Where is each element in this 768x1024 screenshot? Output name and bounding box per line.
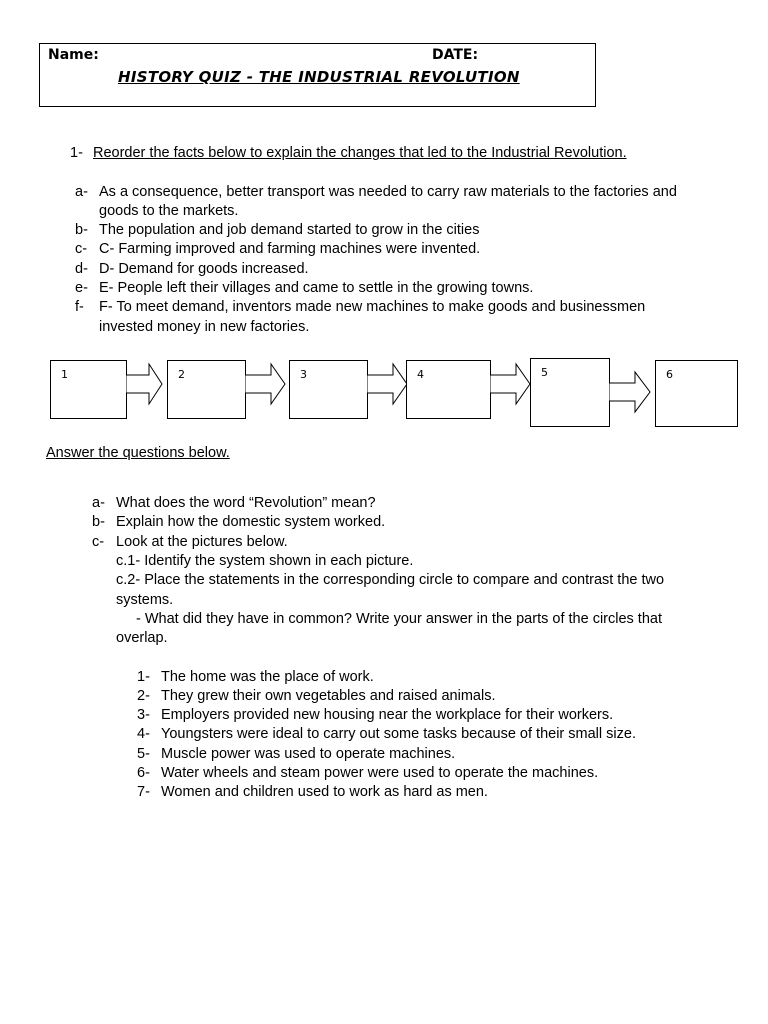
statement-6-number: 6-	[137, 765, 150, 781]
question-common-line2: overlap.	[116, 630, 168, 646]
question-c-letter: c-	[92, 534, 105, 550]
flow-box-number: 2	[178, 368, 185, 381]
question-c1-text: c.1- Identify the system shown in each picture.	[116, 553, 414, 569]
statement-6-text: Water wheels and steam power were used to operate the machines.	[161, 765, 599, 781]
fact-c-text: C- Farming improved and farming machines were invented.	[99, 241, 481, 257]
flow-arrow-icon	[490, 362, 532, 406]
statement-5-text: Muscle power was used to operate machines.	[161, 746, 456, 762]
statement-2-text: They grew their own vegetables and raised animals.	[161, 688, 496, 704]
question-b-letter: b-	[92, 514, 105, 530]
flow-box-1[interactable]	[50, 360, 127, 419]
quiz-header	[39, 43, 596, 107]
statement-1-number: 1-	[137, 669, 150, 685]
flow-box-number: 1	[61, 368, 68, 381]
flow-arrow-icon	[126, 362, 164, 406]
question-1-prompt: Reorder the facts below to explain the changes that led to the Industrial Revolution.	[93, 145, 627, 161]
flow-arrow-icon	[367, 362, 409, 406]
statement-1-text: The home was the place of work.	[161, 669, 374, 685]
flow-box-number: 3	[300, 368, 307, 381]
fact-c-letter: c-	[75, 241, 88, 257]
name-label: Name:	[48, 47, 99, 63]
fact-a-line2: goods to the markets.	[99, 203, 239, 219]
fact-e-letter: e-	[75, 280, 88, 296]
statement-2-number: 2-	[137, 688, 150, 704]
fact-d-letter: d-	[75, 261, 88, 277]
fact-b-letter: b-	[75, 222, 88, 238]
flow-box-3[interactable]	[289, 360, 368, 419]
question-a-letter: a-	[92, 495, 105, 511]
statement-3-number: 3-	[137, 707, 150, 723]
flow-arrow-icon	[609, 370, 653, 414]
flow-box-number: 6	[666, 368, 673, 381]
flow-box-5[interactable]	[530, 358, 610, 427]
date-label: DATE:	[432, 47, 479, 63]
statement-7-text: Women and children used to work as hard as men.	[161, 784, 488, 800]
fact-a-line1: As a consequence, better transport was needed to carry raw materials to the factories and	[99, 184, 677, 200]
fact-b-text: The population and job demand started to grow in the cities	[99, 222, 480, 238]
flow-box-4[interactable]	[406, 360, 491, 419]
fact-f-letter: f-	[75, 299, 84, 315]
question-b-text: Explain how the domestic system worked.	[116, 514, 386, 530]
flow-box-2[interactable]	[167, 360, 246, 419]
fact-a-letter: a-	[75, 184, 88, 200]
fact-f-line1: F- To meet demand, inventors made new machines to make goods and businessmen	[99, 299, 646, 315]
flow-arrow-icon	[245, 362, 287, 406]
statement-3-text: Employers provided new housing near the workplace for their workers.	[161, 707, 614, 723]
answer-section-heading: Answer the questions below.	[46, 445, 230, 461]
flow-box-number: 4	[417, 368, 424, 381]
statement-4-number: 4-	[137, 726, 150, 742]
question-c2-line1: c.2- Place the statements in the corresponding circle to compare and contrast the two	[116, 572, 665, 588]
fact-f-line2: invested money in new factories.	[99, 319, 310, 335]
flow-box-number: 5	[541, 366, 548, 379]
quiz-title: HISTORY QUIZ - THE INDUSTRIAL REVOLUTION	[118, 68, 520, 86]
fact-d-text: D- Demand for goods increased.	[99, 261, 309, 277]
statement-7-number: 7-	[137, 784, 150, 800]
question-a-text: What does the word “Revolution” mean?	[116, 495, 376, 511]
flow-box-6[interactable]	[655, 360, 738, 427]
statement-4-text: Youngsters were ideal to carry out some tasks because of their small size.	[161, 726, 636, 742]
fact-e-text: E- People left their villages and came to settle in the growing towns.	[99, 280, 534, 296]
statement-5-number: 5-	[137, 746, 150, 762]
question-c-text: Look at the pictures below.	[116, 534, 288, 550]
question-c2-line2: systems.	[116, 592, 174, 608]
question-common-line1: - What did they have in common? Write your answer in the parts of the circles that	[136, 611, 662, 627]
question-1-number: 1-	[70, 145, 83, 161]
